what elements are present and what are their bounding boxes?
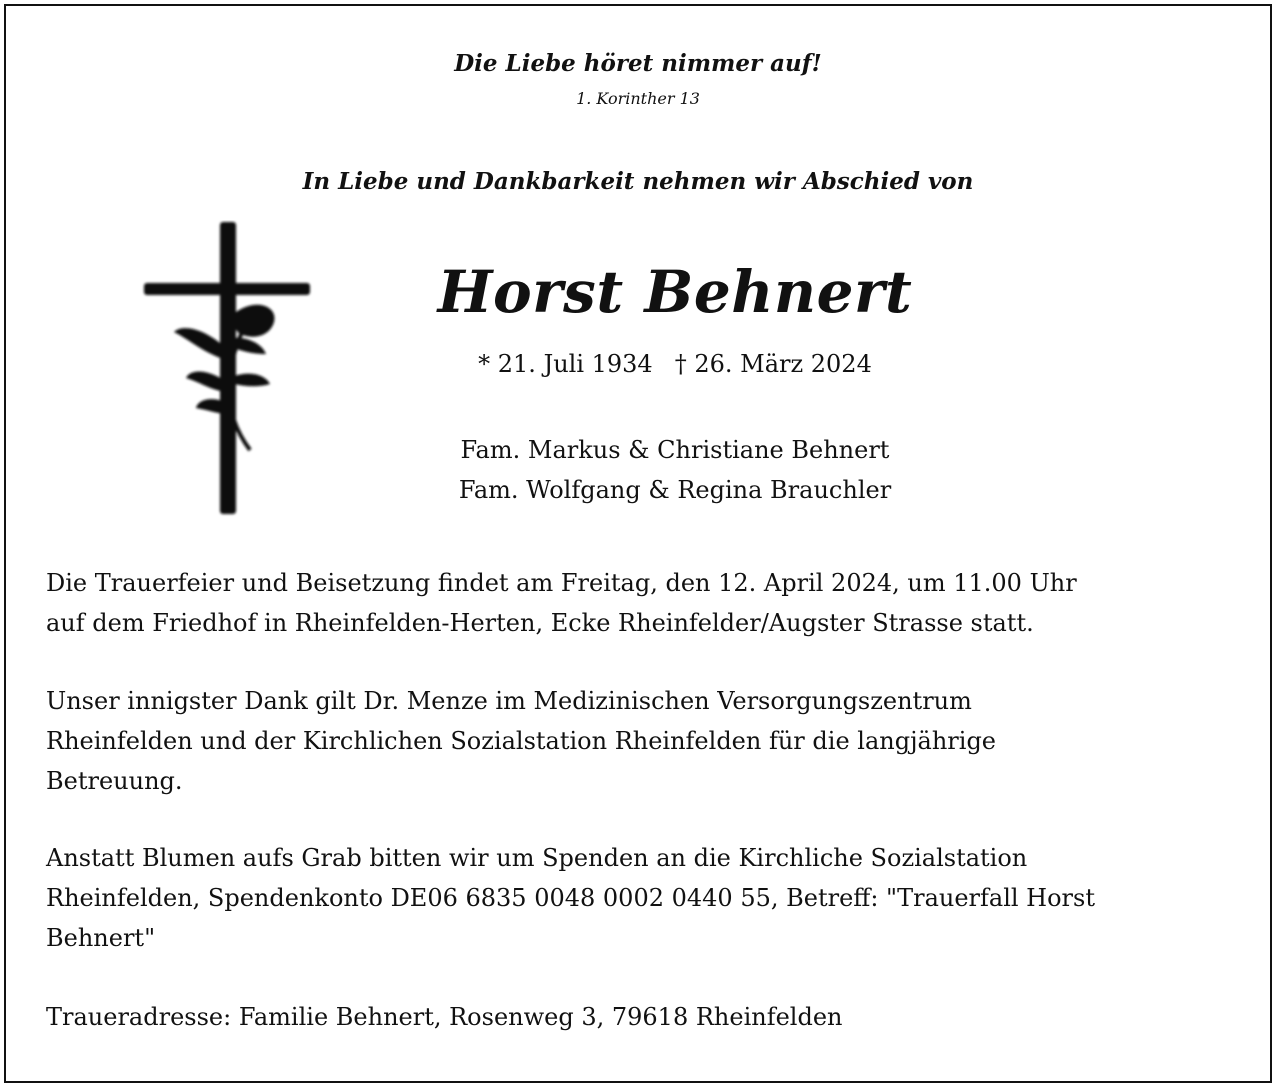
mourner-line: Fam. Wolfgang & Regina Brauchler <box>458 476 892 504</box>
text-line: Behnert" <box>46 924 156 952</box>
motto: Die Liebe höret nimmer auf! <box>454 50 822 77</box>
address-paragraph <box>46 997 1246 1037</box>
text-line: Unser innigster Dank gilt Dr. Menze im Medizinischen Versorgungszentrum <box>46 687 972 715</box>
funeral-paragraph <box>46 563 1246 643</box>
cross-with-rose-icon <box>138 220 318 520</box>
birth-date: * 21. Juli 1934 <box>478 350 653 378</box>
donations-paragraph <box>46 838 1246 958</box>
text-line: Rheinfelden und der Kirchlichen Sozialstation Rheinfelden für die langjährige <box>46 727 997 755</box>
life-dates <box>350 350 1000 378</box>
mourner-line: Fam. Markus & Christiane Behnert <box>460 436 890 464</box>
death-date: † 26. März 2024 <box>674 350 872 378</box>
motto-reference: 1. Korinther 13 <box>576 89 700 108</box>
text-line: Betreuung. <box>46 767 183 795</box>
thanks-paragraph <box>46 681 1246 801</box>
text-line: Die Trauerfeier und Beisetzung findet am Freitag, den 12. April 2024, um 11.00 Uhr <box>46 569 1077 597</box>
text-line: Rheinfelden, Spendenkonto DE06 6835 0048 0002 0440 55, Betreff: "Trauerfall Horst <box>46 884 1095 912</box>
text-line: Anstatt Blumen aufs Grab bitten wir um Spenden an die Kirchliche Sozialstation <box>46 844 1028 872</box>
text-line: Traueradresse: Familie Behnert, Rosenweg 3, 79618 Rheinfelden <box>46 1003 843 1031</box>
mourners-list <box>350 430 1000 510</box>
intro-line: In Liebe und Dankbarkeit nehmen wir Abschied von <box>302 168 974 195</box>
text-line: auf dem Friedhof in Rheinfelden-Herten, Ecke Rheinfelder/Augster Strasse statt. <box>46 609 1034 637</box>
deceased-name: Horst Behnert <box>437 258 913 326</box>
